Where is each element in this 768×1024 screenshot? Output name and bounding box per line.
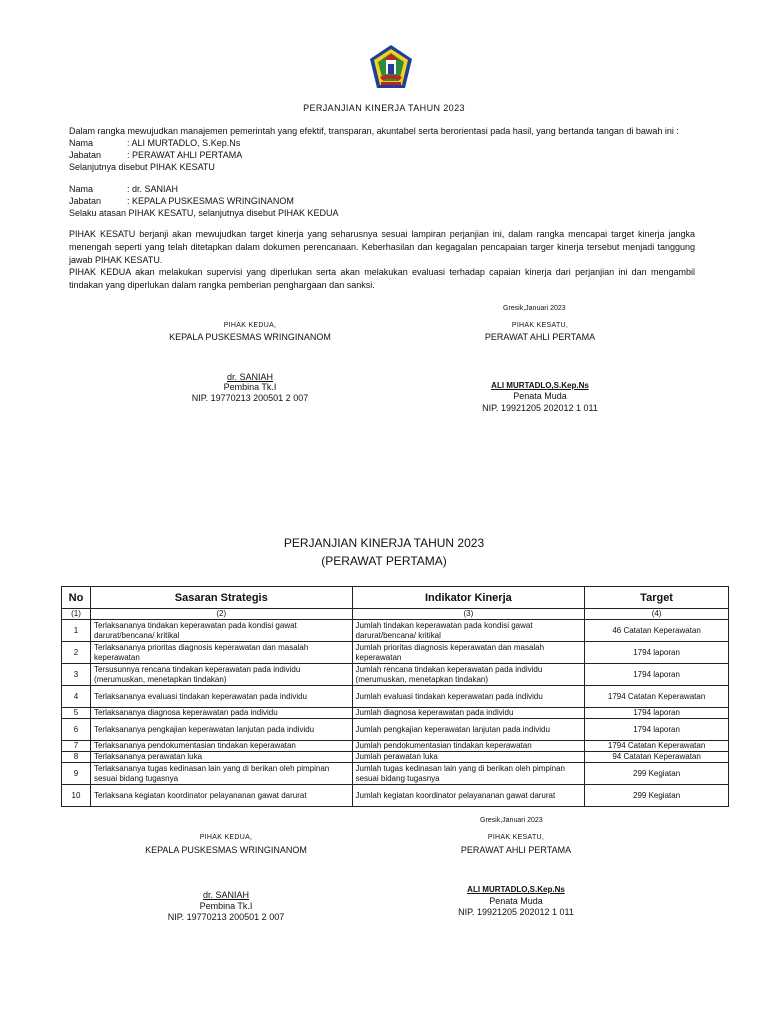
table-subheader-row bbox=[62, 609, 729, 620]
row-no: 7 bbox=[62, 741, 91, 752]
page-title: PERJANJIAN KINERJA TAHUN 2023 bbox=[303, 103, 465, 113]
signature1-right-rank: Penata Muda bbox=[513, 391, 567, 401]
row-target: 299 Kegiatan bbox=[585, 785, 729, 807]
row-indikator: Jumlah tugas kedinasan lain yang di berikan oleh pimpinan sesuai bidang tugasnya bbox=[352, 763, 585, 785]
signature1-right-nip: NIP. 19921205 202012 1 011 bbox=[482, 403, 598, 413]
paragraph-pihak-kedua: PIHAK KEDUA akan melakukan supervisi yang diperlukan serta akan melakukan evaluasi terhadap capaian kinerja dari perjanjian ini dan mengambil tindakan yang diperlukan dalam rangka pemberian penghargaan dan sanksi. bbox=[69, 267, 695, 290]
row-sasaran: Terlaksana kegiatan koordinator pelayananan gawat darurat bbox=[90, 785, 352, 807]
row-sasaran: Terlaksananya prioritas diagnosis keperawatan dan masalah keperawatan bbox=[90, 642, 352, 664]
row-no: 3 bbox=[62, 664, 91, 686]
signature1-right-role: PIHAK KESATU, bbox=[511, 322, 569, 329]
header-sasaran: Sasaran Strategis bbox=[90, 587, 352, 609]
row-no: 1 bbox=[62, 620, 91, 642]
signature1-left-role: PIHAK KEDUA, bbox=[223, 322, 277, 329]
signature2-right-role: PIHAK KESATU, bbox=[487, 834, 545, 841]
table-row bbox=[62, 741, 729, 752]
row-indikator: Jumlah prioritas diagnosis keperawatan dan masalah keperawatan bbox=[352, 642, 585, 664]
row-sasaran: Terlaksananya diagnosa keperawatan pada individu bbox=[90, 708, 352, 719]
row-target: 1794 laporan bbox=[585, 708, 729, 719]
row-sasaran: Terlaksananya pengkajian keperawatan lanjutan pada individu bbox=[90, 719, 352, 741]
party1-note: Selanjutnya disebut PIHAK KESATU bbox=[69, 162, 215, 172]
party1-name-value: : ALI MURTADLO, S.Kep.Ns bbox=[127, 138, 241, 148]
row-target: 1794 Catatan Keperawatan bbox=[585, 686, 729, 708]
row-target: 46 Catatan Keperawatan bbox=[585, 620, 729, 642]
row-target: 94 Catatan Keperawatan bbox=[585, 752, 729, 763]
signature1-left-nip: NIP. 19770213 200501 2 007 bbox=[191, 393, 309, 403]
header-target: Target bbox=[585, 587, 729, 609]
table-row bbox=[62, 686, 729, 708]
subheader-cell: (4) bbox=[585, 609, 729, 620]
party2-position-label: Jabatan bbox=[69, 196, 102, 206]
subheader-cell: (1) bbox=[62, 609, 91, 620]
table-row bbox=[62, 620, 729, 642]
signature2-left-name: dr. SANIAH bbox=[202, 890, 249, 900]
header-indikator: Indikator Kinerja bbox=[352, 587, 585, 609]
subheader-cell: (3) bbox=[352, 609, 585, 620]
signature2-left-rank: Pembina Tk.I bbox=[199, 901, 253, 911]
row-no: 6 bbox=[62, 719, 91, 741]
intro-paragraph: Dalam rangka mewujudkan manajemen pemerintah yang efektif, transparan, akuntabel serta berorientasi pada hasil, yang bertanda tangan di bawah ini : bbox=[69, 126, 679, 136]
party1-name-row bbox=[69, 137, 240, 149]
row-indikator: Jumlah perawatan luka bbox=[352, 752, 585, 763]
row-target: 1794 laporan bbox=[585, 642, 729, 664]
signature2-left-role: PIHAK KEDUA, bbox=[199, 834, 253, 841]
signature1-place-date: Gresik,Januari 2023 bbox=[503, 305, 566, 312]
party1-position-label: Jabatan bbox=[69, 150, 102, 160]
row-indikator: Jumlah tindakan keperawatan pada kondisi gawat darurat/bencana/ kritikal bbox=[352, 620, 585, 642]
table-row bbox=[62, 719, 729, 741]
signature2-right-name: ALI MURTADLO,S.Kep.Ns bbox=[467, 885, 565, 894]
subheader-cell: (2) bbox=[90, 609, 352, 620]
party2-note: Selaku atasan PIHAK KESATU, selanjutnya disebut PIHAK KEDUA bbox=[69, 208, 339, 218]
table-row bbox=[62, 752, 729, 763]
signature2-place-date: Gresik,Januari 2023 bbox=[480, 817, 543, 824]
row-target: 1794 laporan bbox=[585, 719, 729, 741]
regency-emblem-logo bbox=[369, 44, 413, 90]
row-indikator: Jumlah rencana tindakan keperawatan pada individu (merumuskan, menetapkan tindakan) bbox=[352, 664, 585, 686]
signature1-right-name: ALI MURTADLO,S.Kep.Ns bbox=[491, 381, 589, 390]
table-row bbox=[62, 708, 729, 719]
party1-position-row bbox=[69, 149, 242, 161]
signature2-right-rank: Penata Muda bbox=[489, 896, 543, 906]
table-row bbox=[62, 642, 729, 664]
row-sasaran: Terlaksananya tugas kedinasan lain yang di berikan oleh pimpinan sesuai bidang tugasnya bbox=[90, 763, 352, 785]
section2-title-line2: (PERAWAT PERTAMA) bbox=[321, 554, 447, 568]
row-indikator: Jumlah pendokumentasian tindakan keperawatan bbox=[352, 741, 585, 752]
row-sasaran: Terlaksananya perawatan luka bbox=[90, 752, 352, 763]
party2-position-value: : KEPALA PUSKESMAS WRINGINANOM bbox=[127, 196, 294, 206]
signature1-left-rank: Pembina Tk.I bbox=[223, 382, 277, 392]
row-no: 8 bbox=[62, 752, 91, 763]
signature2-right-nip: NIP. 19921205 202012 1 011 bbox=[458, 907, 574, 917]
row-sasaran: Terlaksananya pendokumentasian tindakan keperawatan bbox=[90, 741, 352, 752]
signature2-right-position: PERAWAT AHLI PERTAMA bbox=[460, 845, 572, 855]
signature1-right-position: PERAWAT AHLI PERTAMA bbox=[484, 332, 596, 342]
party2-name-label: Nama bbox=[69, 184, 94, 194]
header-no: No bbox=[62, 587, 91, 609]
performance-table bbox=[61, 586, 729, 807]
row-target: 1794 Catatan Keperawatan bbox=[585, 741, 729, 752]
party2-position-row bbox=[69, 195, 294, 207]
row-sasaran: Tersusunnya rencana tindakan keperawatan pada individu (merumuskan, menetapkan tindakan) bbox=[90, 664, 352, 686]
paragraph-pihak-kesatu: PIHAK KESATU berjanji akan mewujudkan target kinerja yang seharusnya sesuai lampiran perjanjian ini, dalam rangka mencapai target kinerja jangka menengah seperti yang telah ditetapkan dalam dokumen perencanaan. Keberhasilan dan kegagalan pencapaian targer kinerja tersebut menjadi tanggung jawab PIHAK KESATU. bbox=[69, 229, 695, 265]
row-target: 299 Kegiatan bbox=[585, 763, 729, 785]
signature2-left-position: KEPALA PUSKESMAS WRINGINANOM bbox=[145, 845, 307, 855]
row-sasaran: Terlaksananya tindakan keperawatan pada kondisi gawat darurat/bencana/ kritikal bbox=[90, 620, 352, 642]
party1-position-value: : PERAWAT AHLI PERTAMA bbox=[127, 150, 243, 160]
row-sasaran: Terlaksananya evaluasi tindakan keperawatan pada individu bbox=[90, 686, 352, 708]
table-row bbox=[62, 763, 729, 785]
table-row bbox=[62, 785, 729, 807]
table-row bbox=[62, 664, 729, 686]
row-no: 9 bbox=[62, 763, 91, 785]
row-target: 1794 laporan bbox=[585, 664, 729, 686]
signature1-left-name: dr. SANIAH bbox=[226, 372, 273, 382]
row-no: 5 bbox=[62, 708, 91, 719]
row-indikator: Jumlah diagnosa keperawatan pada individu bbox=[352, 708, 585, 719]
party2-name-row bbox=[69, 183, 178, 195]
signature2-left-nip: NIP. 19770213 200501 2 007 bbox=[167, 912, 285, 922]
section2-title-line1: PERJANJIAN KINERJA TAHUN 2023 bbox=[283, 536, 485, 550]
row-no: 10 bbox=[62, 785, 91, 807]
table-header-row bbox=[62, 587, 729, 609]
party1-name-label: Nama bbox=[69, 138, 94, 148]
row-indikator: Jumlah kegiatan koordinator pelayananan gawat darurat bbox=[352, 785, 585, 807]
row-no: 2 bbox=[62, 642, 91, 664]
row-no: 4 bbox=[62, 686, 91, 708]
signature1-left-position: KEPALA PUSKESMAS WRINGINANOM bbox=[169, 332, 331, 342]
row-indikator: Jumlah evaluasi tindakan keperawatan pada individu bbox=[352, 686, 585, 708]
party2-name-value: : dr. SANIAH bbox=[127, 184, 179, 194]
row-indikator: Jumlah pengkajian keperawatan lanjutan pada individu bbox=[352, 719, 585, 741]
